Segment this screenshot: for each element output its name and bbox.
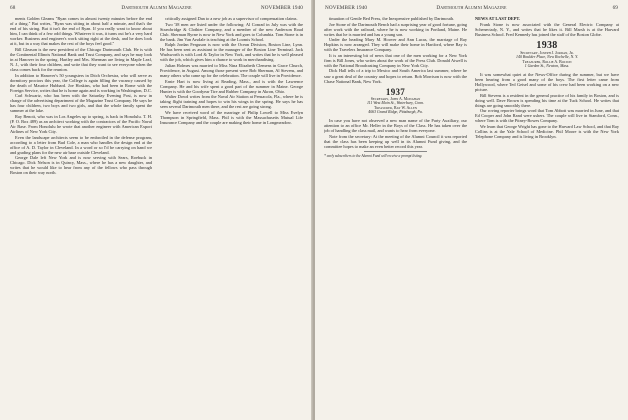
paragraph: In addition to Hanover's 50 youngsters in Ditch Orchestra, who will serve as dormitory proctors this year, the College is again filling the vacancy caused by the death of Maurice Hubbard. Joe Hoskins, who had been in Rome with the Foreign Service, writes that he is home again and is working in Washington, D.C.	[10, 72, 152, 93]
paragraph: It is an interesting bit of news that one of the men working for a New York firm is Bill Jones, who writes about the work of the Press Club. Donald Atwell is with the National Broadcasting Company in New York City.	[324, 52, 467, 68]
paragraph: Under the heading Mary M. Hoover and Ann Lucas, the marriage of Ray Hopkins is now arranged. They will make their home in Hartford, where Ray is with the Travelers Insurance Company.	[324, 37, 467, 53]
issue-date: NOVEMBER 1940	[260, 5, 303, 11]
right-column-1	[324, 16, 467, 414]
paragraph: Carl Schwartz, who has been with the Saturday Evening Post, is now in charge of the advertising department of the Magazine Trust Company. He says he has four children, two boys and two girls, and that the whole family spent the summer at the lake.	[10, 93, 152, 114]
right-column-2	[475, 16, 619, 414]
paragraph: Bill Stevens is a resident in the general practice of his family in Boston, and is doing well. Dave Brown is spending his time at the Tuck School. He writes that things are going smoothly there.	[475, 92, 619, 108]
paragraph: Two '38 men are listed under the following: Al Conrad in July was with the Strawbridge & Clothier Company, and a member of the new Anderson Road Club. Sherman Byrne is now in New York and goes to Columbia. Tom Stone is in the bank. Jim Van Arsdale is teaching at the Loomis School.	[160, 21, 303, 42]
paragraph: George Dale left New York and is now serving with Sears, Roebuck in Chicago. Dick Nelson is in Quincy, Mass., where he has a new daughter, and writes that he would like to hear from any of the fellows who pass through Boston on their way north.	[10, 155, 152, 176]
paragraph: Ernie Hart is now living at Reading, Mass., and is with the Lawrence Company. He and his wife spent a good part of the summer in Maine. George Hunter is with the Goodyear Tire and Rubber Company in Akron, Ohio.	[160, 78, 303, 94]
paragraph: Frank Stone is now associated with the General Electric Company at Schenectady, N. Y., and writes that he likes it. Bill Marsh is at the Harvard Business School. Fred Kennedy has joined the staff of the Boston Globe.	[475, 21, 619, 37]
paragraph: critically assigned Dan to a new job as a supervisor of compensation claims.	[165, 16, 298, 21]
section-subhead: NEWS AT LAST DEPT.	[475, 16, 521, 21]
left-column-1	[10, 16, 152, 414]
paragraph: ments Golden Gleams "Ryan comes in almost twenty minutes before the end of a thing." But writes, "Ryan was sitting in about half a minute, and that's the end of his string. But it isn't the end of Ryan. If you really want to know about him, I can think of a few odd things. Whatever it was, it turns out he's a very hard worker. Business and engineer's work sitting right at the desk, and he does look at it, but in a way that makes the rest of the boys feel good."	[10, 16, 152, 47]
running-head-right	[325, 5, 618, 13]
treasurer-address: 1 Garden St., Newton, Mass.	[524, 64, 570, 69]
magazine-title: Dartmouth Alumni Magazine	[436, 5, 507, 11]
paragraph: Joe Stone of the Dartmouth Bench had a surprising year of good fortune, going after work with the railroad, where he is now working in Portland, Maine. He writes that he is married and has a young son.	[324, 21, 467, 37]
right-page	[315, 0, 628, 420]
left-page	[0, 0, 313, 420]
left-column-2	[160, 16, 303, 414]
issue-date: NOVEMBER 1940	[325, 5, 368, 11]
paragraph: Even the landscape architects seem to be embroiled in the defense program, according to a letter from Bud Cole, a man who handles the design end at the office of A. D. Taylor in Cleveland. In a word or so I'd be carrying on hand we and grading plans for the new air base outside Cleveland.	[10, 134, 152, 155]
paragraph: Note from the secretary: At the meeting of the Alumni Council it was reported that the class has been keeping up well in its Alumni Fund giving, and the committee hopes to make an even better record this year.	[324, 133, 467, 149]
class-1938-heading	[475, 40, 619, 69]
paragraph: tinuation of Gentle Bed Press, the Inexpensive published by Dartmouth.	[329, 16, 455, 21]
secretary-address: 111 West Main St., Waterbury, Conn.	[367, 101, 424, 106]
secretary-name: Secretary, John A. Monahan	[370, 96, 421, 101]
secretary-name: Secretary, Joseph J. Jordan, Jr.	[520, 50, 574, 55]
secretary-address: 140 Boulder Place, New Rochelle, N. Y.	[516, 55, 578, 60]
paragraph: Ralph Jordan Ferguson is now with the Ocean Division, Boston Line, Lynn. He has been sent as assistant to the manager of the Boston Line Terminal. Jack Wadsworth is with Lord & Taylor in New York, and writes that he is well pleased with the job, which gives him a chance to work in merchandising.	[160, 42, 303, 63]
paragraph: We have received word of the marriage of Philip Lowell to Miss Evelyn Thompson in Springfield, Mass. Phil is with the Massachusetts Mutual Life Insurance Company and the couple are making their home in Longmeadow.	[160, 109, 303, 125]
paragraph: Dick Hall tells of a trip to Mexico and South America last summer, where he saw a great deal of the country and hopes to return. Bob Morrison is now with the Chase National Bank, New York.	[324, 68, 467, 84]
divider	[364, 151, 427, 152]
class-year: 1938	[536, 39, 558, 51]
footnote: * early subscribers to the Alumni Fund will receive a prompt listing.	[324, 153, 423, 158]
paragraph: Bill Gleason is the new president of the Chicago Dartmouth Club. He is with the Continental Illinois National Bank and Trust Company, and says he may look in at Hanover in the spring. Hartley and Mrs. Sherman are living in Maple Leaf, N. J., with their four children, and write that they want to see everyone when the class comes back for the reunion.	[10, 46, 152, 72]
treasurer-name: Treasurer, Ray W. Allen	[373, 105, 418, 110]
class-1937-heading	[324, 87, 467, 115]
treasurer-name: Treasurer, Rollie A. Bolton	[522, 59, 572, 64]
paragraph: Our roving reporter brings word that Tom Abbott was married in June, and that Ed Cooper and John Rand were ushers. The couple will live in Stamford, Conn., where Tom is with the Pitney-Bowes Company.	[475, 108, 619, 124]
paragraph: We learn that George Wright has gone to the Harvard Law School, and that Ray Collins is at the Yale School of Medicine. Phil Moore is with the New York Telephone Company and is living in Brooklyn.	[475, 124, 619, 140]
paragraph: Julian Holmes was married to Miss Nina Elizabeth Clemens in Grace Church, Providence, in August. Among those present were Bob Sherman, Al Stevens, and many others who came up for the celebration. The couple will live in Providence.	[160, 62, 303, 79]
magazine-title: Dartmouth Alumni Magazine	[121, 5, 192, 11]
treasurer-address: 4063 Grand Ridge, Pittsburgh, Pa.	[368, 110, 423, 115]
paragraph: Walter Dowd writes from the Naval Air Station at Pensacola, Fla., where he is taking flight training and hopes to win his wings in the spring. He says he has seen several Dartmouth men there, and the rest are going strong.	[160, 94, 303, 110]
class-year: 1937	[385, 86, 406, 97]
paragraph: It was somewhat quiet at the News-Office during the summer, but we have been hearing from a good many of the boys. The first letter came from Hollywood, where Ted Geisel and some of his crew had been working on a new picture.	[475, 72, 619, 93]
page-number: 69	[612, 5, 618, 11]
paragraph: Ray Benoit, who was in Los Angeles up to spring, is back in Honolulu. T. H. (P. O. Box 489) as an architect working with the contractors of the Pacific Naval Air Base. From Honolulu he wrote that another engineer with American Export Airlines of New York City.	[10, 113, 152, 135]
paragraph: In case you have not observed a new man name of the Party Auxiliary, our attention to an office Mr. Heller in the Boys of the Class. He has taken over the job of handling the class mail, and wants to hear from everyone.	[324, 117, 467, 134]
running-head-left	[10, 5, 303, 13]
page-number: 68	[10, 5, 16, 11]
